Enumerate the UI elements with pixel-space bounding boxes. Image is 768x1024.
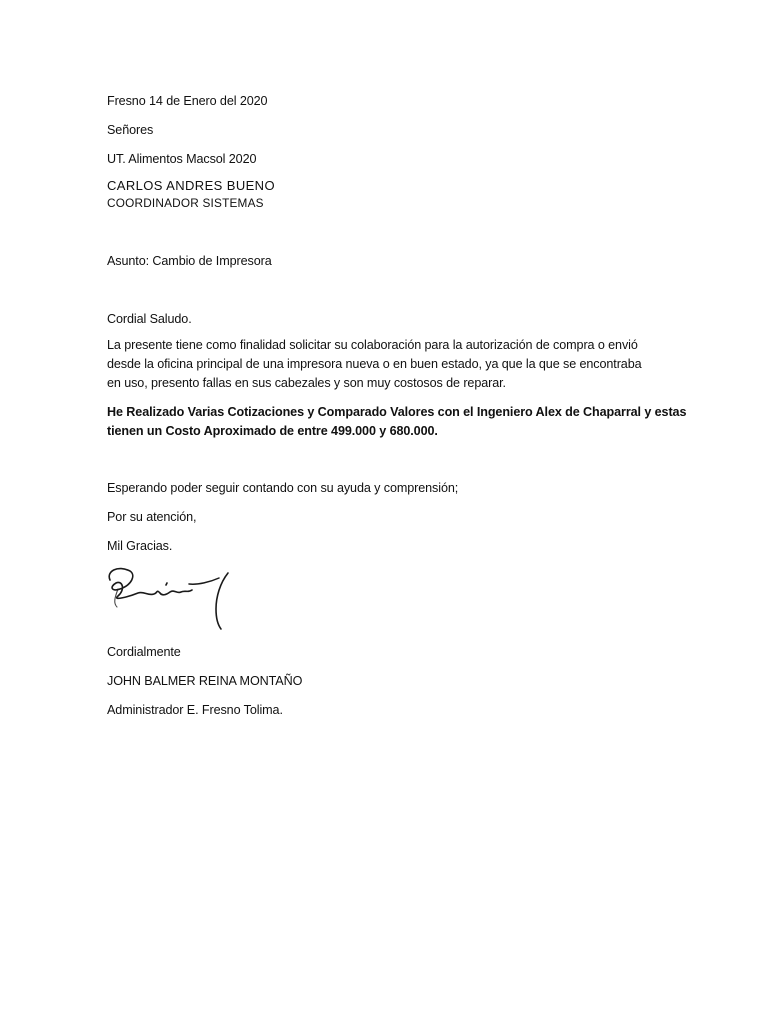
closing-line-2: Por su atención,: [107, 510, 197, 524]
date-line: Fresno 14 de Enero del 2020: [107, 94, 268, 108]
body-paragraph-1: [107, 336, 647, 393]
closing-line-3: Mil Gracias.: [107, 539, 173, 553]
handwritten-signature: [104, 563, 236, 631]
sign-off: Cordialmente: [107, 645, 181, 659]
body-paragraph-1-line: La presente tiene como finalidad solicitar su colaboración para la autorización de compra o envió: [107, 338, 638, 352]
body-paragraph-2-line: He Realizado Varias Cotizaciones y Comparado Valores con el Ingeniero Alex de Chaparral y estas: [107, 405, 687, 419]
body-paragraph-1-line: en uso, presento fallas en sus cabezales y son muy costosos de reparar.: [107, 376, 506, 390]
salutation-to: Señores: [107, 123, 154, 137]
body-paragraph-2: [107, 403, 687, 441]
recipient-title: COORDINADOR SISTEMAS: [107, 196, 264, 210]
body-paragraph-1-line: desde la oficina principal de una impresora nueva o en buen estado, ya que la que se encontraba: [107, 357, 642, 371]
closing-line-1: Esperando poder seguir contando con su ayuda y comprensión;: [107, 481, 459, 495]
body-paragraph-2-line: tienen un Costo Aproximado de entre 499.000 y 680.000.: [107, 424, 438, 438]
company-name: UT. Alimentos Macsol 2020: [107, 152, 257, 166]
sender-name: JOHN BALMER REINA MONTAÑO: [107, 674, 303, 688]
recipient-name: CARLOS ANDRES BUENO: [107, 178, 275, 193]
subject-line: Asunto: Cambio de Impresora: [107, 254, 272, 268]
greeting: Cordial Saludo.: [107, 312, 192, 326]
sender-title: Administrador E. Fresno Tolima.: [107, 703, 283, 717]
